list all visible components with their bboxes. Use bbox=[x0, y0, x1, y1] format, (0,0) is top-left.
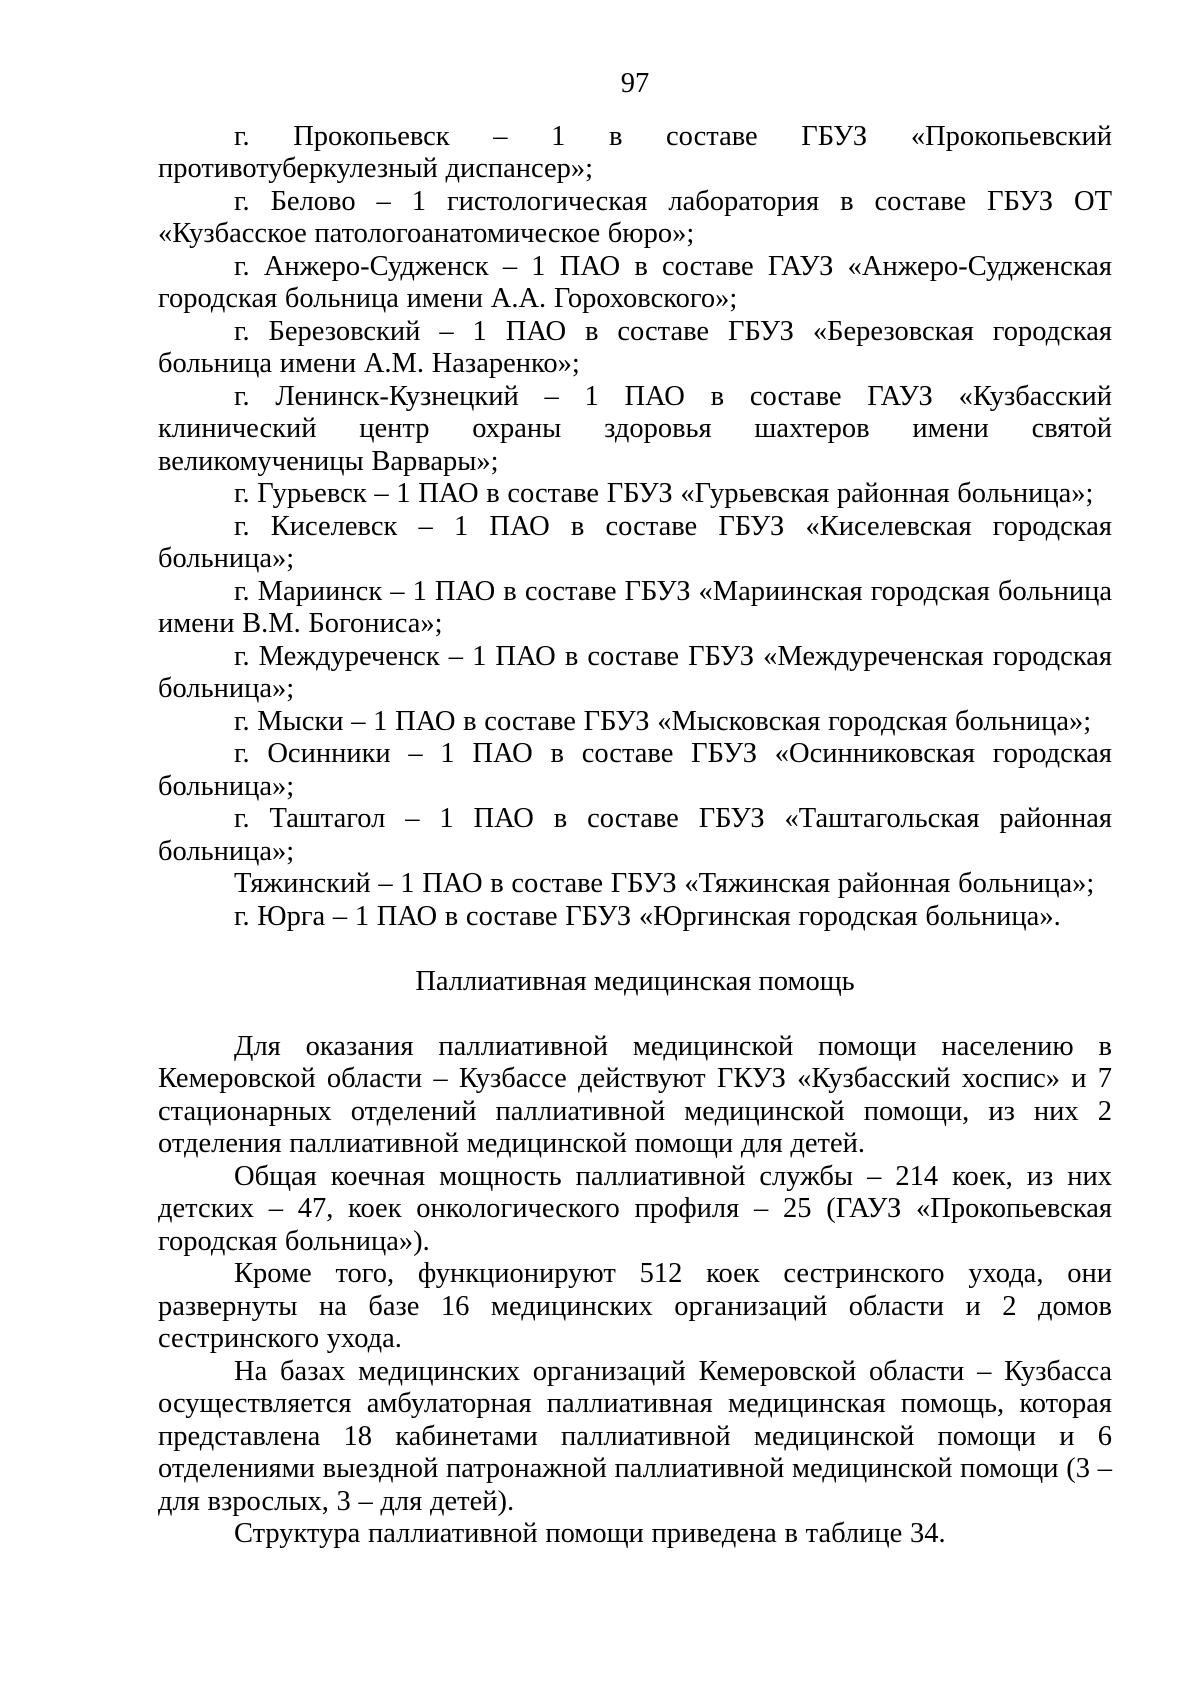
entry-tyazhinsky: Тяжинский – 1 ПАО в составе ГБУЗ «Тяжинская районная больница»; bbox=[234, 868, 1095, 899]
entry-mariinsk: г. Мариинск – 1 ПАО в составе ГБУЗ «Мариинская городская больница имени В.М. Богониса»; bbox=[158, 575, 1112, 639]
entry-myski: г. Мыски – 1 ПАО в составе ГБУЗ «Мысковская городская больница»; bbox=[234, 705, 1092, 737]
entry-mezhdurechensk: г. Междуреченск – 1 ПАО в составе ГБУЗ «Междуреченская городская больница»; bbox=[158, 640, 1112, 704]
para-bed-capacity: Общая коечная мощность паллиативной службы – 214 коек, из них детских – 47, коек онкологического профиля – 25 (ГАУЗ «Прокопьевская городская больница»). bbox=[158, 1160, 1112, 1257]
para-nursing-beds: Кроме того, функционируют 512 коек сестринского ухода, они развернуты на базе 16 медицинских организаций области и 2 домов сестринского ухода. bbox=[158, 1258, 1112, 1354]
para-outpatient-palliative: На базах медицинских организаций Кемеровской области – Кузбасса осуществляется амбулаторная паллиативная медицинская помощь, которая представлена 18 кабинетами паллиативной медицинской помощи и 6 отделениями выездной патронажной паллиативной медицинской помощи (3 – для взрослых, 3 – для детей). bbox=[158, 1355, 1112, 1517]
entry-guryevsk: г. Гурьевск – 1 ПАО в составе ГБУЗ «Гурьевская районная больница»; bbox=[234, 478, 1094, 509]
entry-berezovsky: г. Березовский – 1 ПАО в составе ГБУЗ «Березовская городская больница имени А.М. Назаренко»; bbox=[158, 315, 1112, 379]
entry-leninsk-kuznetsky: г. Ленинск-Кузнецкий – 1 ПАО в составе ГАУЗ «Кузбасский клинический центр охраны здоровья шахтеров имени святой великомученицы Варвары»; bbox=[158, 380, 1112, 477]
entry-belovo: г. Белово – 1 гистологическая лаборатория в составе ГБУЗ ОТ «Кузбасское патологоанатомическое бюро»; bbox=[158, 185, 1112, 249]
entry-kiselevsk: г. Киселевск – 1 ПАО в составе ГБУЗ «Киселевская городская больница»; bbox=[158, 510, 1112, 574]
entry-yurga: г. Юрга – 1 ПАО в составе ГБУЗ «Юргинская городская больница». bbox=[234, 900, 1061, 932]
page-number: 97 bbox=[620, 68, 650, 99]
entry-anzhero-sudzhensk: г. Анжеро-Судженск – 1 ПАО в составе ГАУЗ «Анжеро-Судженская городская больница имени А.А. Гороховского»; bbox=[158, 250, 1112, 314]
entry-osinniki: г. Осинники – 1 ПАО в составе ГБУЗ «Осинниковская городская больница»; bbox=[158, 738, 1112, 802]
para-table-reference: Структура паллиативной помощи приведена в таблице 34. bbox=[234, 1518, 946, 1549]
para-palliative-overview: Для оказания паллиативной медицинской помощи населению в Кемеровской области – Кузбассе действуют ГКУЗ «Кузбасский хоспис» и 7 стационарных отделений паллиативной медицинской помощи, из них 2 отделения паллиативной медицинской помощи для детей. bbox=[158, 1030, 1112, 1159]
section-heading-palliative-care: Паллиативная медицинская помощь bbox=[415, 965, 855, 997]
entry-tashtagol: г. Таштагол – 1 ПАО в составе ГБУЗ «Таштагольская районная больница»; bbox=[158, 803, 1112, 867]
entry-prokopyevsk: г. Прокопьевск – 1 в составе ГБУЗ «Прокопьевский противотуберкулезный диспансер»; bbox=[158, 120, 1112, 184]
